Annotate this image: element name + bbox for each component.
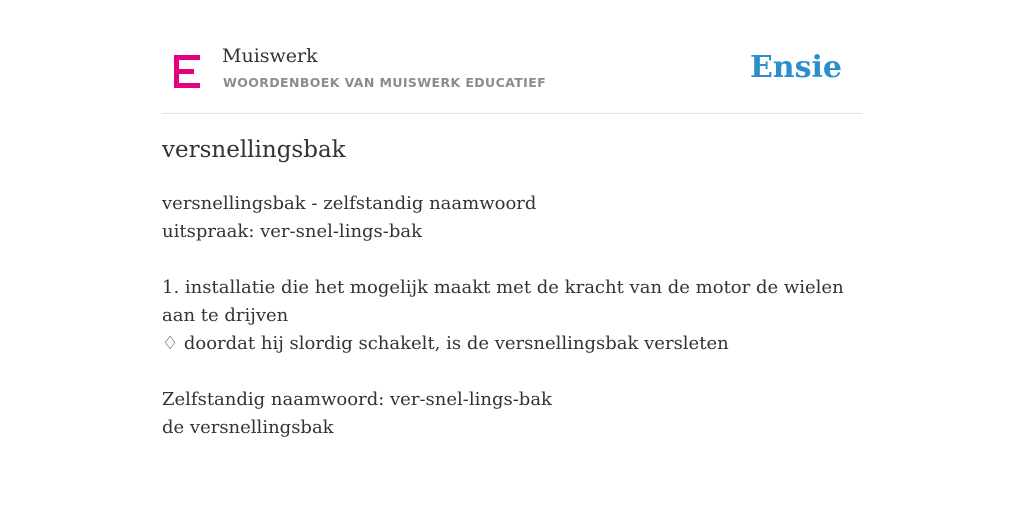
example-line: ♢ doordat hij slordig schakelt, is de versnellingsbak versleten (162, 333, 729, 354)
pronunciation-line: uitspraak: ver-snel-lings-bak (162, 221, 423, 242)
muiswerk-e-icon[interactable] (174, 55, 200, 88)
ensie-logo[interactable]: Ensie (749, 50, 842, 85)
site-header (162, 40, 862, 114)
spacer (162, 358, 862, 386)
spacer (162, 246, 862, 274)
entry-body (162, 190, 862, 442)
dictionary-subtitle: WOORDENBOEK VAN MUISWERK EDUCATIEF (223, 75, 547, 90)
noun-hyphenation-line: Zelfstandig naamwoord: ver-snel-lings-bak (162, 389, 552, 410)
entry-headword: versnellingsbak (162, 137, 346, 163)
word-class-line: versnellingsbak - zelfstandig naamwoord (162, 193, 537, 214)
definition-line: 1. installatie die het mogelijk maakt met de kracht van de motor de wielen aan te drijven (162, 277, 844, 326)
article-line: de versnellingsbak (162, 417, 334, 438)
publisher-name[interactable]: Muiswerk (222, 45, 318, 67)
